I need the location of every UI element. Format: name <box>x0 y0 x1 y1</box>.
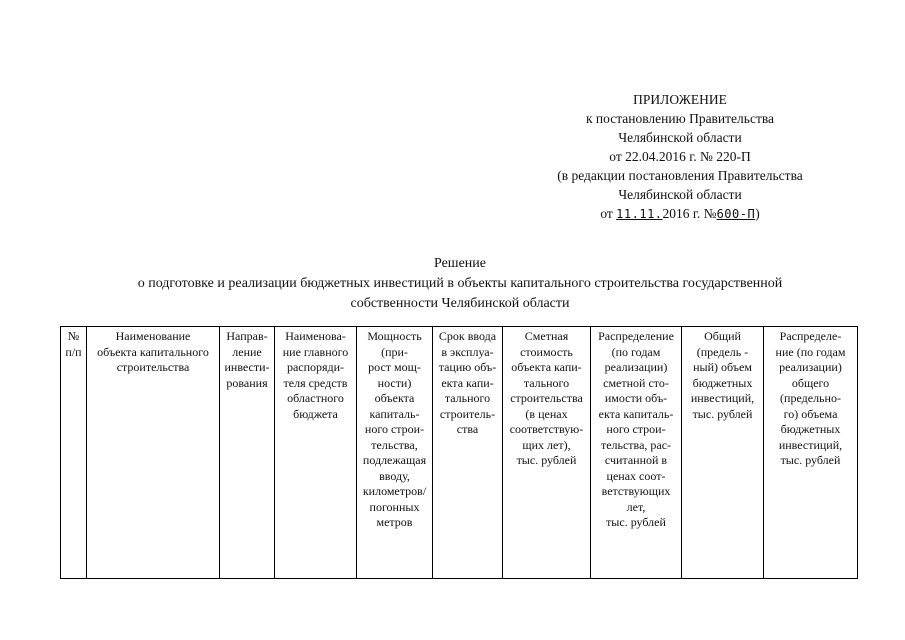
appendix-line: Челябинской области <box>618 187 742 202</box>
appendix-line: (в редакции постановления Правительства <box>557 168 803 183</box>
col-header-number: № п/п <box>61 327 87 579</box>
table-header-row <box>61 327 858 579</box>
amendment-prefix: от <box>600 206 617 221</box>
appendix-line: к постановлению Правительства <box>585 111 775 126</box>
col-header-estimated-cost: Сметная стоимость объекта капи- тального строительства (в ценах соответствую- щих лет), тыс. рублей <box>503 327 591 579</box>
title-heading: Решение <box>433 256 486 271</box>
col-header-investment-direction: Направ- ление инвести- рования <box>220 327 275 579</box>
amendment-mid: 2016 г. № <box>662 206 717 221</box>
appendix-decree-date: от 22.04.2016 г. № 220-П <box>609 149 751 164</box>
col-header-total-investment: Общий (предель - ный) объем бюджетных инвестиций, тыс. рублей <box>682 327 764 579</box>
handwritten-number: 600-П <box>716 207 756 221</box>
document-title <box>60 254 860 314</box>
appendix-amendment-date <box>520 204 840 224</box>
col-header-investment-distribution: Распределе- ние (по годам реализации) общего (предельно- го) объема бюджетных инвестиций, тыс. рублей <box>764 327 858 579</box>
amendment-suffix: ) <box>755 206 760 221</box>
col-header-cost-distribution: Распределение (по годам реализации) сметной сто- имости объ- екта капиталь- ного строи- тельства, рас- считанной в ценах соот- ветствующих лет, тыс. рублей <box>591 327 682 579</box>
appendix-block <box>520 90 840 224</box>
title-line: собственности Челябинской области <box>350 296 570 311</box>
title-line: о подготовке и реализации бюджетных инвестиций в объекты капитального строительства государственной <box>137 276 783 291</box>
col-header-budget-manager: Наименова- ние главного распоряди- теля средств областного бюджета <box>275 327 357 579</box>
investment-table <box>60 326 858 579</box>
handwritten-date: 11.11. <box>616 207 663 221</box>
appendix-line: Челябинской области <box>618 130 742 145</box>
col-header-commissioning-date: Срок ввода в эксплуа- тацию объ- екта капи- тального строитель- ства <box>433 327 503 579</box>
col-header-object-name: Наименование объекта капитального строительства <box>87 327 220 579</box>
col-header-capacity: Мощность (при- рост мощ- ности) объекта капиталь- ного строи- тельства, подлежащая вводу, километров/ погонных метров <box>357 327 433 579</box>
appendix-heading: ПРИЛОЖЕНИЕ <box>633 92 727 107</box>
